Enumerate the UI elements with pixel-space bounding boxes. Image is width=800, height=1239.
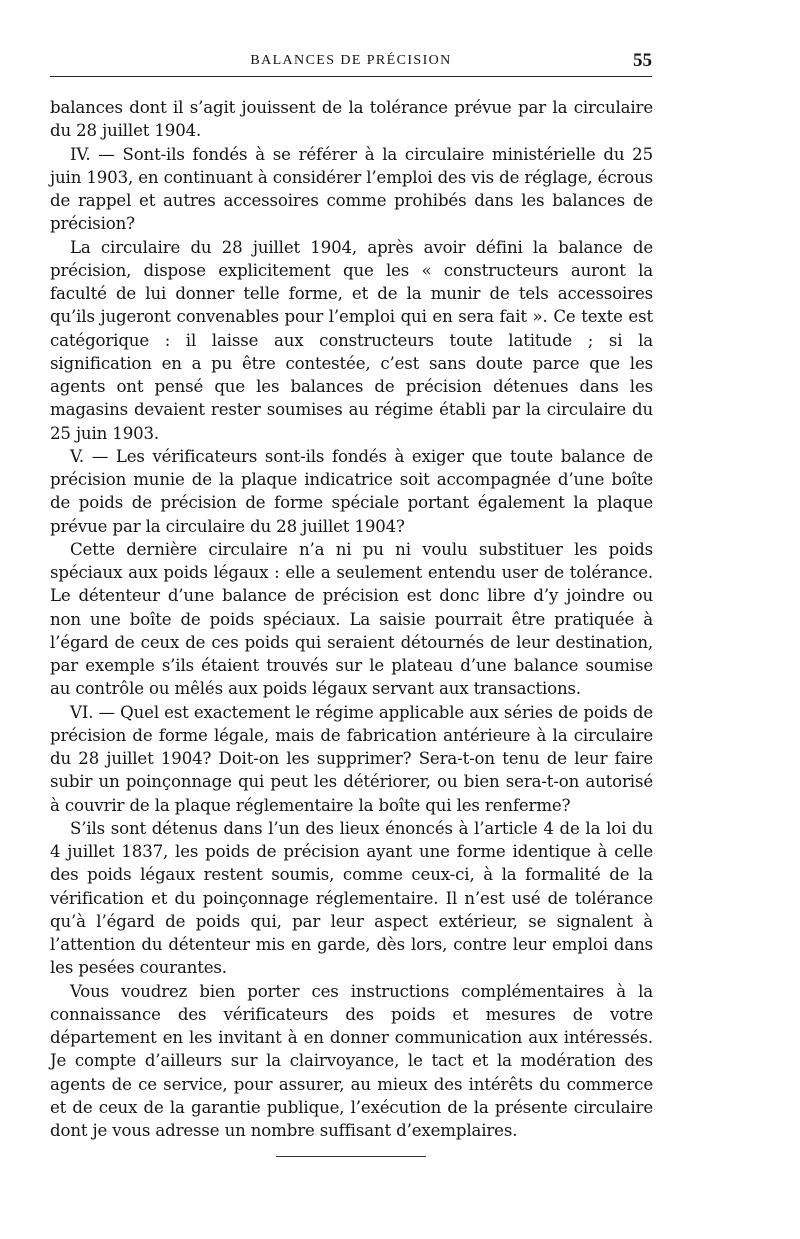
paragraph-answer-v: Cette dernière circulaire n’a ni pu ni voulu substituer les poids spéciaux aux poids légaux : elle a seulement entendu user de tolérance. Le détenteur d’une balance de précision est donc libre d’y joindre ou non une boîte de poids spéciaux. La saisie pourrait être pratiquée à l’égard de ceux de ces poids qui seraient détournés de leur destination, par exemple s’ils étaient trouvés sur le plateau d’une balance soumise au contrôle ou mêlés aux poids légaux servant aux transactions. (50, 539, 653, 699)
paragraph-question-vi: VI. — Quel est exactement le régime applicable aux séries de poids de précision de forme légale, mais de fabrication antérieure à la circulaire du 28 juillet 1904? Doit-on les supprimer? Sera-t-on tenu de leur faire subir un poinçonnage qui peut les détériorer, ou bien sera-t-on autorisé à couvrir de la plaque réglementaire la boîte qui les renferme? (50, 702, 653, 815)
running-title: BALANCES DE PRÉCISION (250, 53, 452, 68)
paragraph-answer-iv: La circulaire du 28 juillet 1904, après avoir défini la balance de précision, dispose explicitement que les « constructeurs auront la faculté de lui donner telle forme, et de la munir de tels accessoires qu’ils jugeront convenables pour l’emploi qui en sera fait ». Ce texte est catégorique : il laisse aux constructeurs toute latitude ; si la signification en a pu être contestée, c’est sans doute parce que les agents ont pensé que les balances de précision détenues dans les magasins devaient rester soumises au régime établi par la circulaire du 25 juin 1903. (50, 237, 653, 443)
page-number: 55 (633, 50, 652, 71)
paragraph-question-v: V. — Les vérificateurs sont-ils fondés à exiger que toute balance de précision munie de la plaque indicatrice soit accompagnée d’une boîte de poids de précision de forme spéciale portant également la plaque prévue par la circulaire du 28 juillet 1904? (50, 446, 653, 536)
paragraph-continuation: balances dont il s’agit jouissent de la tolérance prévue par la circulaire du 28 juillet 1904. (50, 98, 653, 141)
paragraph-question-iv: IV. — Sont-ils fondés à se référer à la circulaire ministérielle du 25 juin 1903, en continuant à considérer l’emploi des vis de réglage, écrous de rappel et autres accessoires comme prohibés dans les balances de précision? (50, 144, 653, 234)
end-rule (276, 1156, 426, 1157)
paragraph-answer-vi: S’ils sont détenus dans l’un des lieux énoncés à l’article 4 de la loi du 4 juillet 1837, les poids de précision ayant une forme identique à celle des poids légaux restent soumis, comme ceux-ci, à la formalité de la vérification et du poinçonnage réglementaire. Il n’est usé de tolérance qu’à l’égard de poids qui, par leur aspect extérieur, se signalent à l’attention du détenteur mis en garde, dès lors, contre leur emploi dans les pesées courantes. (50, 818, 653, 978)
body-text (50, 96, 653, 1142)
paragraph-closing: Vous voudrez bien porter ces instructions complémentaires à la connaissance des vérificateurs des poids et mesures de votre département en les invitant à en donner communication aux intéressés. Je compte d’ailleurs sur la clairvoyance, le tact et la modération des agents de ce service, pour assurer, au mieux des intérêts du commerce et de ceux de la garantie publique, l’exécution de la présente circulaire dont je vous adresse un nombre suffisant d’exemplaires. (50, 981, 653, 1140)
page-header (50, 50, 652, 77)
